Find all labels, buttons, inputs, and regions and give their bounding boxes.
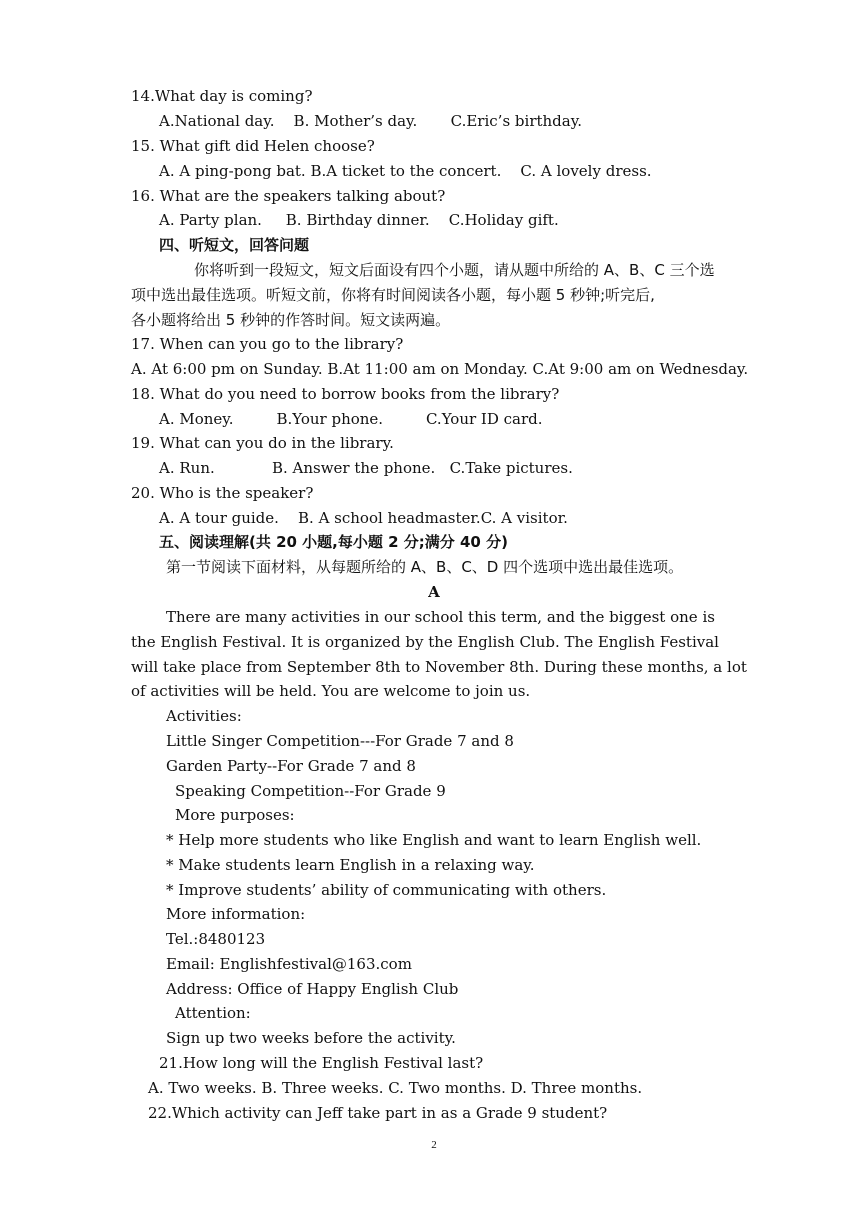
email: Email: Englishfestival@163.com	[166, 955, 412, 973]
question-20-options: A. A tour guide. B. A school headmaster.C. A visitor.	[159, 509, 568, 527]
section-4-instructions-line-3: 各小题将给出 5 秒钟的作答时间。短文读两遍。	[131, 311, 451, 329]
question-17: 17. When can you go to the library?	[131, 335, 404, 353]
section-4-heading: 四、听短文，回答问题	[159, 236, 310, 254]
question-14: 14.What day is coming?	[131, 87, 313, 105]
passage-line-1: There are many activities in our school this term, and the biggest one is	[166, 608, 715, 626]
page-number: 2	[431, 1139, 437, 1151]
question-21-options: A. Two weeks. B. Three weeks. C. Two months. D. Three months.	[148, 1079, 643, 1097]
attention-label: Attention:	[175, 1004, 251, 1022]
passage-line-3: will take place from September 8th to November 8th. During these months, a lot	[131, 658, 747, 676]
question-17-options: A. At 6:00 pm on Sunday. B.At 11:00 am on Monday. C.At 9:00 am on Wednesday.	[131, 360, 749, 378]
section-5-instructions: 第一节阅读下面材料，从每题所给的 A、B、C、D 四个选项中选出最佳选项。	[166, 558, 684, 576]
section-5-heading: 五、阅读理解(共 20 小题,每小题 2 分;满分 40 分)	[159, 533, 508, 551]
telephone: Tel.:8480123	[166, 930, 266, 948]
passage-line-4: of activities will be held. You are welcome to join us.	[131, 682, 531, 700]
more-info-label: More information:	[166, 905, 306, 923]
question-19-options: A. Run. B. Answer the phone. C.Take pictures.	[159, 459, 573, 477]
address: Address: Office of Happy English Club	[166, 980, 459, 998]
question-18: 18. What do you need to borrow books from the library?	[131, 385, 560, 403]
section-4-instructions-line-1: 你将听到一段短文，短文后面设有四个小题，请从题中所给的 A、B、C 三个选	[194, 261, 715, 279]
question-15-options: A. A ping-pong bat. B.A ticket to the concert. C. A lovely dress.	[159, 162, 652, 180]
activity-little-singer: Little Singer Competition---For Grade 7 and 8	[166, 732, 514, 750]
question-16: 16. What are the speakers talking about?	[131, 187, 446, 205]
question-15: 15. What gift did Helen choose?	[131, 137, 375, 155]
activity-garden-party: Garden Party--For Grade 7 and 8	[166, 757, 416, 775]
question-18-options: A. Money. B.Your phone. C.Your ID card.	[159, 410, 543, 428]
question-20: 20. Who is the speaker?	[131, 484, 314, 502]
passage-a-title: A	[428, 583, 440, 601]
question-21: 21.How long will the English Festival last?	[159, 1054, 484, 1072]
purpose-1: * Help more students who like English and want to learn English well.	[166, 831, 702, 849]
question-19: 19. What can you do in the library.	[131, 434, 394, 452]
passage-line-2: the English Festival. It is organized by the English Club. The English Festival	[131, 633, 719, 651]
section-4-instructions-line-2: 项中选出最佳选项。听短文前，你将有时间阅读各小题，每小题 5 秒钟;听完后,	[131, 286, 655, 304]
purpose-2: * Make students learn English in a relaxing way.	[166, 856, 535, 874]
purpose-3: * Improve students’ ability of communicating with others.	[166, 881, 607, 899]
question-16-options: A. Party plan. B. Birthday dinner. C.Holiday gift.	[159, 211, 559, 229]
purposes-label: More purposes:	[175, 806, 295, 824]
question-14-options: A.National day. B. Mother’s day. C.Eric’s birthday.	[159, 112, 582, 130]
question-22: 22.Which activity can Jeff take part in as a Grade 9 student?	[148, 1104, 608, 1122]
activities-label: Activities:	[166, 707, 242, 725]
attention-text: Sign up two weeks before the activity.	[166, 1029, 456, 1047]
activity-speaking: Speaking Competition--For Grade 9	[175, 782, 446, 800]
